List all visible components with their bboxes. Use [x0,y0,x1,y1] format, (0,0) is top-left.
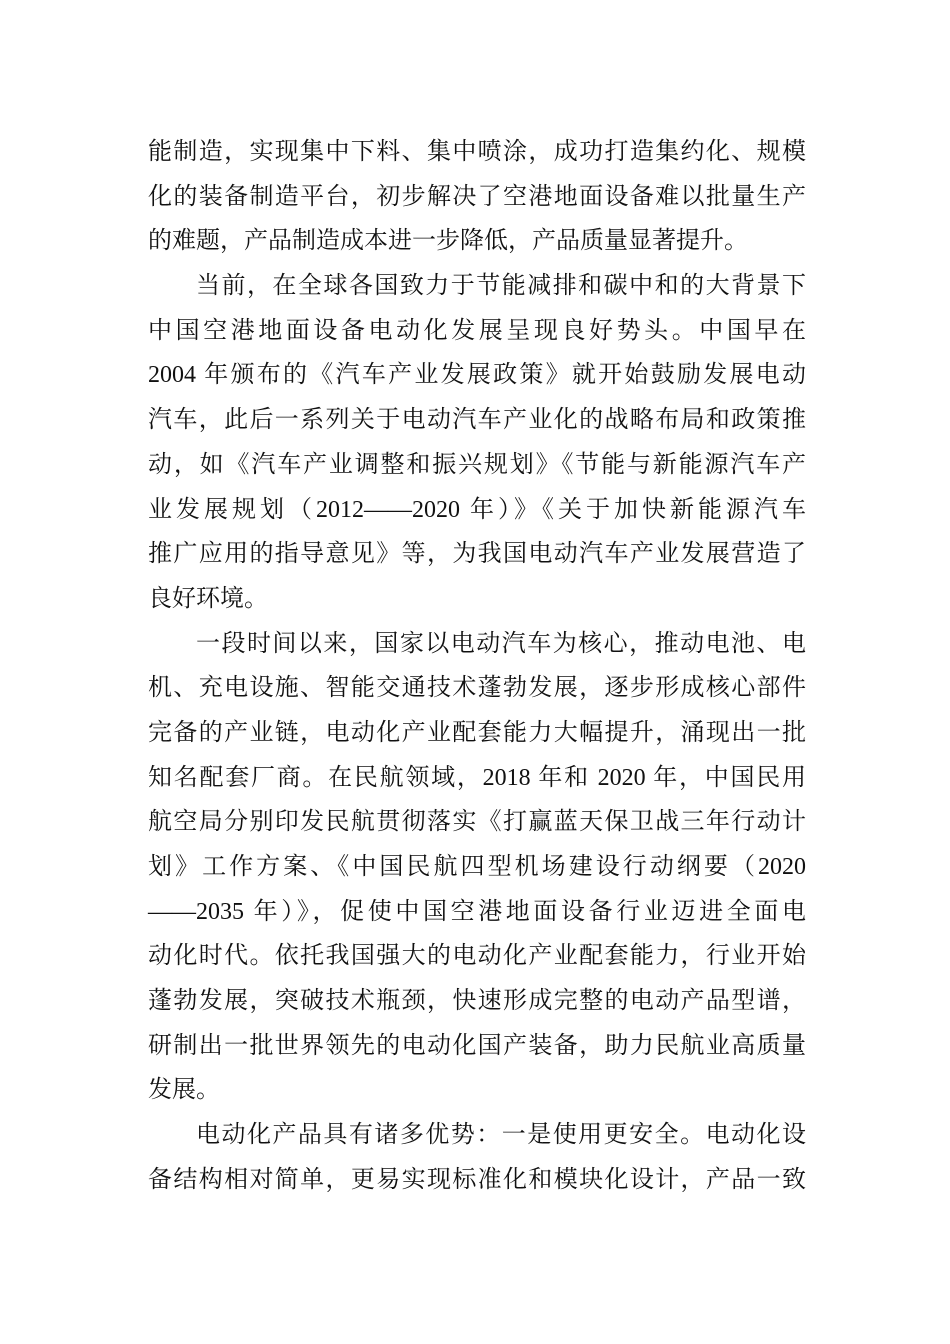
text-line: 完备的产业链，电动化产业配套能力大幅提升，涌现出一批 [148,719,806,746]
text-line: 推广应用的指导意见》等，为我国电动汽车产业发展营造了 [148,541,806,568]
paragraph-3 [148,622,806,1114]
text-line: 良好环境。 [148,585,268,612]
text-line: ——2035 年）》，促使中国空港地面设备行业迈进全面电 [148,898,806,925]
body-text [148,130,806,1203]
text-line: 电动化产品具有诸多优势：一是使用更安全。电动化设 [196,1122,806,1149]
paragraph-1 [148,130,806,264]
text-line: 动，如《汽车产业调整和振兴规划》《节能与新能源汽车产 [148,451,806,478]
text-line: 蓬勃发展，突破技术瓶颈，快速形成完整的电动产品型谱， [148,988,806,1015]
text-line: 的难题，产品制造成本进一步降低，产品质量显著提升。 [148,228,748,255]
text-line: 航空局分别印发民航贯彻落实《打赢蓝天保卫战三年行动计 [148,809,806,836]
text-line: 中国空港地面设备电动化发展呈现良好势头。中国早在 [148,317,806,344]
text-line: 机、充电设施、智能交通技术蓬勃发展，逐步形成核心部件 [148,675,806,702]
text-line: 2004 年颁布的《汽车产业发展政策》就开始鼓励发展电动 [148,362,806,389]
text-line: 一段时间以来，国家以电动汽车为核心，推动电池、电 [196,630,806,657]
text-line: 当前，在全球各国致力于节能减排和碳中和的大背景下 [196,273,806,300]
text-line: 化的装备制造平台，初步解决了空港地面设备难以批量生产 [148,183,806,210]
text-line: 动化时代。依托我国强大的电动化产业配套能力，行业开始 [148,943,806,970]
text-line: 研制出一批世界领先的电动化国产装备，助力民航业高质量 [148,1032,806,1059]
text-line: 知名配套厂商。在民航领域，2018 年和 2020 年，中国民用 [148,764,806,791]
text-line: 业发展规划（2012——2020 年）》《关于加快新能源汽车 [148,496,806,523]
text-line: 备结构相对简单，更易实现标准化和模块化设计，产品一致 [148,1166,806,1193]
paragraph-2 [148,264,806,622]
text-line: 发展。 [148,1077,220,1104]
text-line: 能制造，实现集中下料、集中喷涂，成功打造集约化、规模 [148,139,806,165]
paragraph-4 [148,1113,806,1202]
text-line: 汽车，此后一系列关于电动汽车产业化的战略布局和政策推 [148,407,806,434]
text-line: 划》工作方案、《中国民航四型机场建设行动纲要（2020 [148,854,806,880]
